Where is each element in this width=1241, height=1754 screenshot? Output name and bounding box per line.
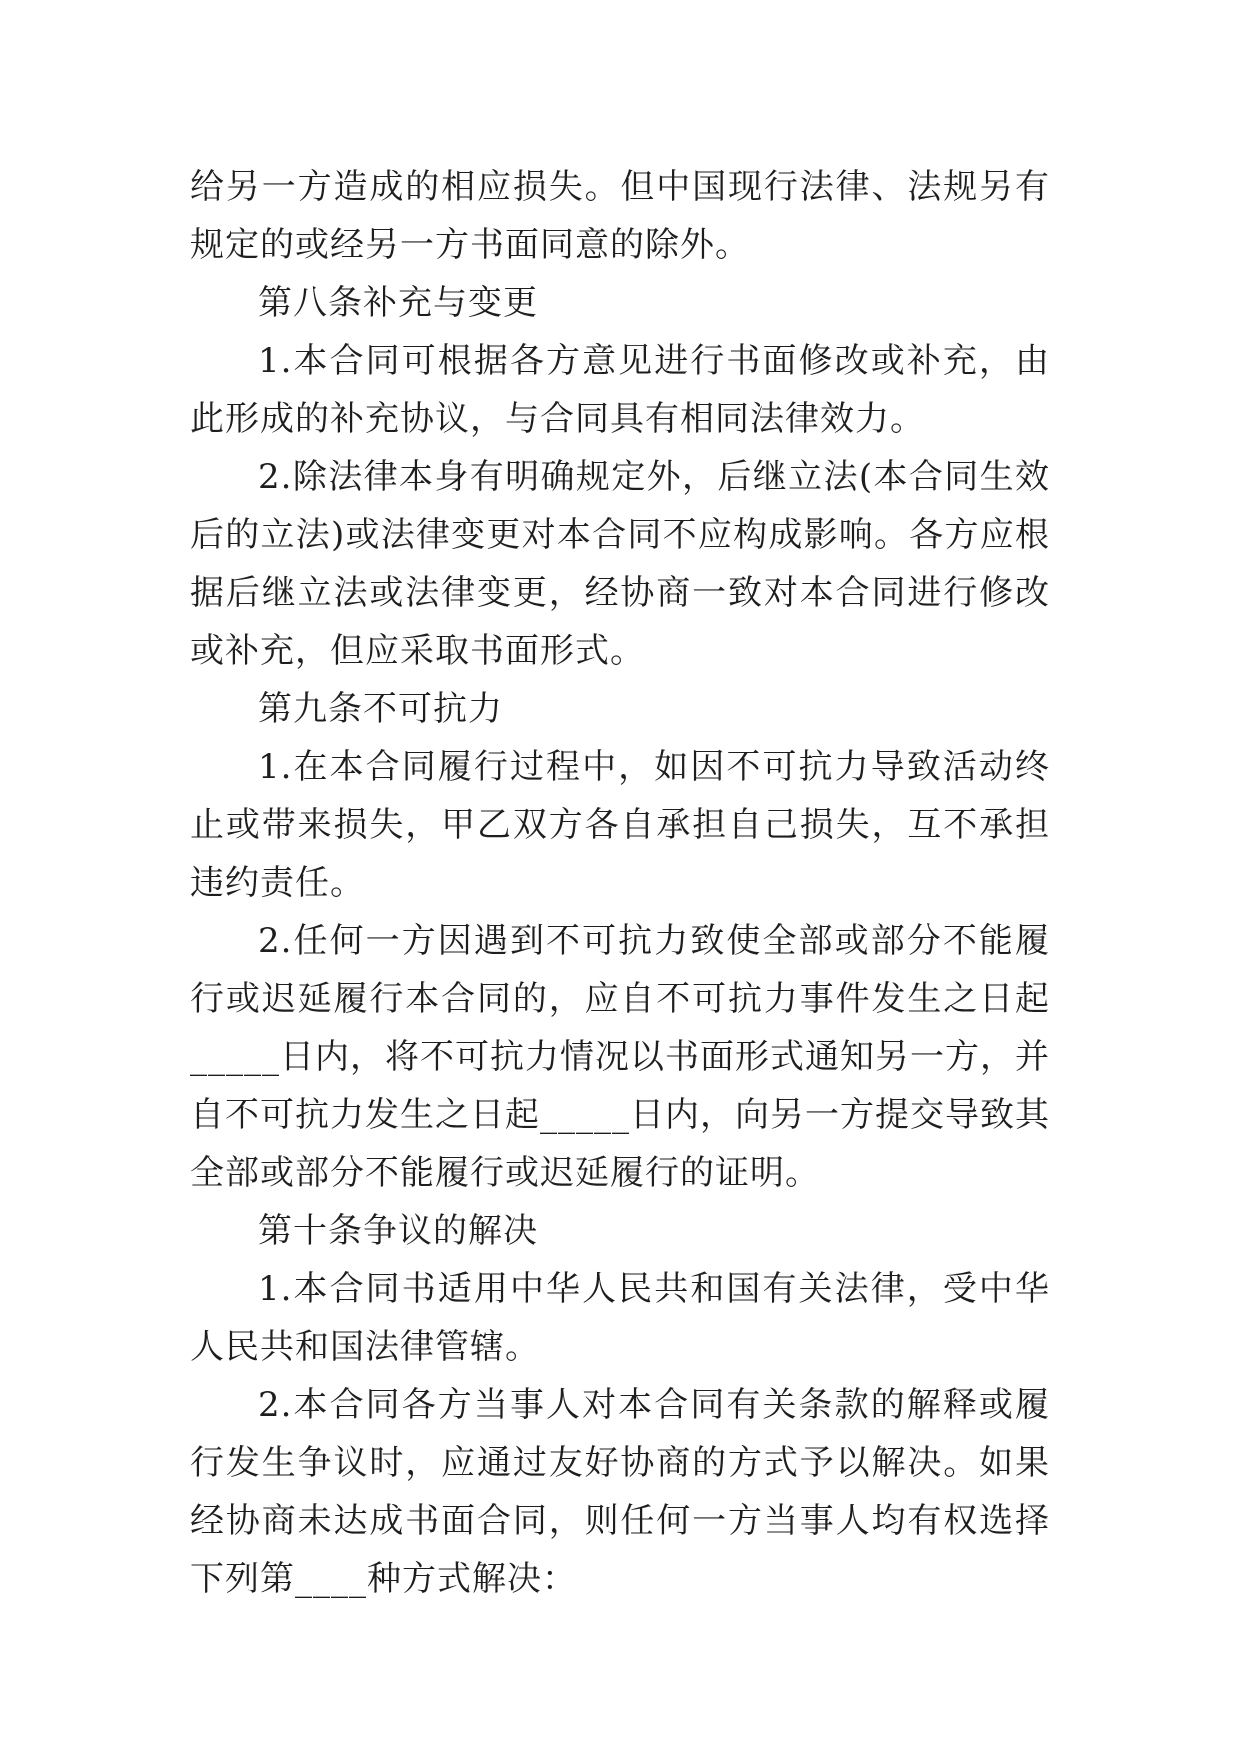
article-8-clause-2: 2.除法律本身有明确规定外，后继立法(本合同生效后的立法)或法律变更对本合同不应构成影响。各方应根据后继立法或法律变更，经协商一致对本合同进行修改或补充，但应采取书面形式。 — [190, 457, 1050, 671]
paragraph-continuation: 给另一方造成的相应损失。但中国现行法律、法规另有规定的或经另一方书面同意的除外。 — [190, 167, 1050, 265]
document-body — [190, 158, 1050, 1608]
article-9-clause-2: 2.任何一方因遇到不可抗力致使全部或部分不能履行或迟延履行本合同的，应自不可抗力事件发生之日起_____日内，将不可抗力情况以书面形式通知另一方，并自不可抗力发生之日起_____日内，向另一方提交导致其全部或部分不能履行或迟延履行的证明。 — [190, 921, 1050, 1193]
article-8-clause-1: 1.本合同可根据各方意见进行书面修改或补充，由此形成的补充协议，与合同具有相同法律效力。 — [190, 341, 1050, 439]
article-10-clause-2: 2.本合同各方当事人对本合同有关条款的解释或履行发生争议时，应通过友好协商的方式予以解决。如果经协商未达成书面合同，则任何一方当事人均有权选择下列第____种方式解决： — [190, 1385, 1050, 1599]
article-10-clause-1: 1.本合同书适用中华人民共和国有关法律，受中华人民共和国法律管辖。 — [190, 1269, 1050, 1367]
article-8-heading: 第八条补充与变更 — [258, 283, 538, 323]
article-9-clause-1: 1.在本合同履行过程中，如因不可抗力导致活动终止或带来损失，甲乙双方各自承担自己损失，互不承担违约责任。 — [190, 747, 1050, 903]
article-10-heading: 第十条争议的解决 — [258, 1211, 538, 1251]
article-9-heading: 第九条不可抗力 — [258, 689, 503, 729]
